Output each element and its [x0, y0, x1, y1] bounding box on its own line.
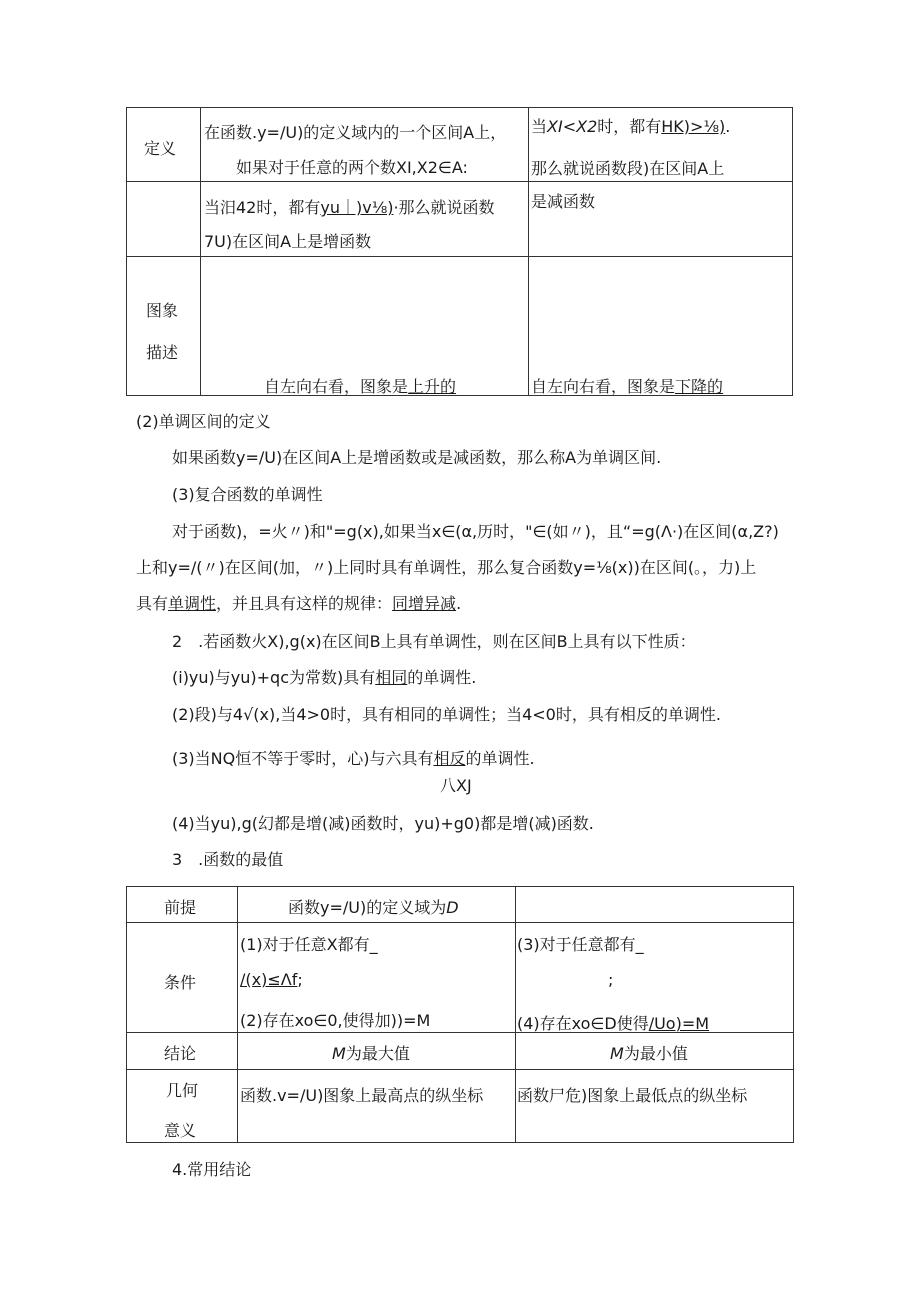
row-label-graph-line2: 描述: [146, 343, 179, 362]
row-label-condition: 条件: [164, 973, 197, 992]
min-condition-line1: (3)对于任意都有_: [517, 935, 644, 954]
increasing-condition: 当汨42时，都有yu｜)v⅛)·那么就说函数: [204, 198, 495, 217]
max-conclusion: M为最大值: [332, 1044, 410, 1063]
section-extreme-title: 3 .函数的最值: [172, 850, 284, 869]
property-intro: 2 .若函数火X),g(x)在区间B上具有单调性，则在区间B上具有以下性质：: [172, 632, 696, 651]
row-label-definition: 定义: [144, 139, 177, 158]
graph-rising-text: 自左向右看，图象是上升的: [264, 377, 457, 396]
premise-text: 函数y=∕U)的定义域为D: [288, 898, 459, 917]
monotonic-interval-definition: 如果函数y=∕U)在区间A上是增函数或是减函数，那么称A为单调区间.: [172, 448, 662, 467]
min-geometric-meaning: 函数尸危)图象上最低点的纵坐标: [517, 1086, 748, 1105]
min-condition-line3: (4)存在xo∈D使得/Uo)=M: [517, 1014, 710, 1033]
max-condition-line3: (2)存在xo∈0,使得加))=M: [240, 1011, 431, 1030]
table1-vline-1: [200, 107, 201, 396]
definition-text-line2: 如果对于任意的两个数XI,X2∈A:: [236, 158, 468, 177]
max-condition-line1: (1)对于任意X都有_: [240, 935, 378, 954]
property-3: (3)当NQ恒不等于零时，心)与六具有相反的单调性.: [172, 749, 535, 768]
definition-text-line1: 在函数.y=∕U)的定义域内的一个区间A上，: [204, 123, 507, 142]
table2-vline-2: [515, 886, 516, 1143]
table2-vline-1: [237, 886, 238, 1143]
min-conclusion: M为最小值: [610, 1044, 688, 1063]
table2-hline-3: [126, 1069, 794, 1070]
section-composite-title: (3)复合函数的单调性: [172, 485, 323, 504]
row-label-geometric-line2: 意义: [164, 1121, 197, 1140]
row-label-premise: 前提: [164, 898, 197, 917]
composite-text-line2: 上和y=/(〃)在区间(加，〃)上同时具有单调性，那么复合函数y=⅛(x))在区间(。，力)上: [136, 558, 757, 577]
composite-text-line1: 对于函数)，=火〃)和"=g(x),如果当x∈(α,历时，"∈(如〃)，且“=g(Λ·)在区间(α,Z?): [172, 522, 779, 541]
composite-text-line3: 具有单调性，并且具有这样的规律：同增异减.: [136, 594, 462, 613]
property-i: (i)yu)与yu)+qc为常数)具有相同的单调性.: [172, 668, 477, 687]
max-geometric-meaning: 函数.v=∕U)图象上最高点的纵坐标: [240, 1086, 484, 1105]
row-label-graph-line1: 图象: [146, 301, 179, 320]
min-condition-line2: ;: [608, 970, 614, 989]
table1-hline-1: [126, 181, 793, 182]
decreasing-text-line2: 那么就说函数段)在区间A上: [531, 159, 725, 178]
fraction-fragment: 八XJ: [440, 776, 472, 795]
section-monotonic-interval-title: (2)单调区间的定义: [136, 412, 271, 431]
property-2: (2)段)与4√(x),当4>0时，具有相同的单调性；当4<0时，具有相反的单调性.: [172, 705, 721, 724]
graph-falling-text: 自左向右看，图象是下降的: [531, 377, 724, 396]
row-label-conclusion: 结论: [164, 1044, 197, 1063]
table2-hline-1: [126, 922, 794, 923]
table1-hline-2: [126, 256, 793, 257]
increasing-text-line2: 7U)在区间A上是增函数: [204, 232, 372, 251]
row-label-geometric-line1: 几何: [166, 1081, 199, 1100]
table1-vline-2: [528, 107, 529, 396]
section-common-conclusions-title: 4.常用结论: [172, 1160, 252, 1179]
decreasing-condition: 当XI<X2时，都有HK)>⅛).: [531, 117, 731, 136]
property-4: (4)当yu),g(幻都是增(减)函数时，yu)+g0)都是增(减)函数.: [172, 814, 594, 833]
max-condition-line2: /(x)≤Λf;: [240, 970, 303, 989]
decreasing-text-line3: 是减函数: [531, 192, 596, 211]
